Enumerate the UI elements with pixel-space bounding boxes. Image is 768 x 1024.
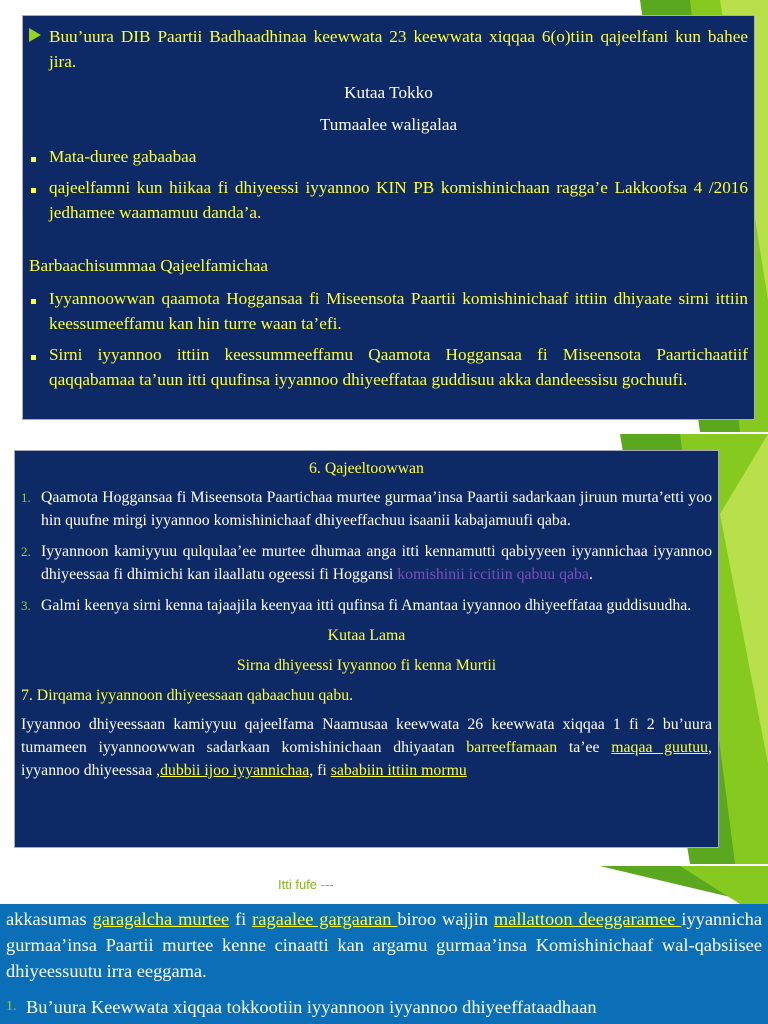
bullet-text: Sirni iyyannoo ittiin keessummeeffamu Qaamota Hoggansaa fi Miseensota Paartichaatiif qaqqabamaa ta’uun itti quufinsa iyyannoo dhiyeeffataa guddisuu akka dandeessisu gochuufi. [49,345,748,389]
bullet-item [29,24,748,74]
slide-1 [0,0,768,432]
bullet-item [29,175,748,225]
list-text: Galmi keenya sirni kenna tajaajila keenyaa itti qufinsa fi Amantaa iyyannoo dhiyeeffataa guddisuudha. [41,597,692,614]
bullet-text: Buu’uura DIB Paartii Badhaadhinaa keewwata 23 keewwata xiqqaa 6(o)tiin qajeelfani kun bahee jira. [49,27,748,71]
list-item [21,594,712,617]
bullet-text: qajeelfamni kun hiikaa fi dhiyeessi iyyannoo KIN PB komishinichaan ragga’e Lakkoofsa 4 /2016 jedhamee waamamuu danda’a. [49,178,748,222]
section-subheading: Tumaalee waligalaa [319,115,458,134]
continued-label: Itti fufe --- [278,877,334,892]
list-number: 1. [21,490,31,505]
slide-1-panel [22,15,755,420]
section-heading: Kutaa Tokko [344,83,433,102]
slide-2-panel [14,450,719,848]
section-heading: Kutaa Lama [327,627,406,644]
highlight-text: komishinii iccitiin qabuu qaba [397,566,589,583]
square-bullet-icon [29,175,49,200]
section-heading: 7. Dirqama iyyannoon dhiyeessaan qabaachuu qabu. [21,687,354,704]
list-number: 1. [6,999,17,1014]
square-bullet-icon [29,342,49,367]
bullet-text: Mata-duree gabaabaa [49,147,197,166]
paragraph: Iyyannoo dhiyeessaan kamiyyuu qajeelfama Naamusaa keewwata 26 keewwata xiqqaa 1 fi 2 bu’uura tumameen iyyannoowwan sadarkaan komishinichaan dhiyaatan barreeffamaan ta’ee maqaa guutuu, iyyannoo dhiyeessaa ,dubbii ijoo iyyannichaa, fi sababiin ittiin mormu [21,716,712,779]
list-number: 3. [21,598,31,613]
square-bullet-icon [29,286,49,311]
section-subheading: Sirna dhiyeessi Iyyannoo fi kenna Murtii [236,657,497,674]
list-item [21,540,712,586]
slide-3-panel [0,904,768,1024]
section-heading: 6. Qajeeltoowwan [309,460,424,477]
list-text: Iyyannoon kamiyyuu qulqulaa’ee murtee dhumaa anga itti kennamutti qabiyyeen iyyannichaa iyyannoo dhiyeessaa fi dhimichi kan ilaallatu ogeessi fi Hoggansi komishinii iccitiin qabuu qaba. [41,543,712,583]
triangle-bullet-icon [29,24,49,49]
list-item [6,994,762,1020]
bullet-item [29,342,748,392]
list-number: 2. [21,544,31,559]
list-text: Qaamota Hoggansaa fi Miseensota Paartichaa murtee gurmaa’insa Paartii sadarkaan jiruun murta’etti yoo hin quufne mirgi iyyannoo komishinichaaf dhiyeeffachuu isaanii kabajamuufi qaba. [41,489,712,529]
bullet-item [29,286,748,336]
section-heading: Barbaachisummaa Qajeelfamichaa [29,256,269,275]
bullet-item [29,144,748,169]
paragraph: akkasumas garagalcha murtee fi ragaalee gargaaran biroo wajjin mallattoon deeggaramee iyyannicha gurmaa’insa Paartii murtee kenne cinaatti kan argamu gurmaa’insa Komishinichaaf wal-qabsiisee dhiyeessuutu irra eeggama. [6,909,763,981]
bullet-text: Iyyannoowwan qaamota Hoggansaa fi Miseensota Paartii komishinichaaf ittiin dhiyaate sirni ittiin keessumeeffamu kan hin turre waan ta’efi. [49,289,748,333]
list-text: Bu’uura Keewwata xiqqaa tokkootiin iyyannoon iyyannoo dhiyeeffataadhaan [26,997,597,1017]
list-item [21,486,712,532]
square-bullet-icon [29,144,49,169]
